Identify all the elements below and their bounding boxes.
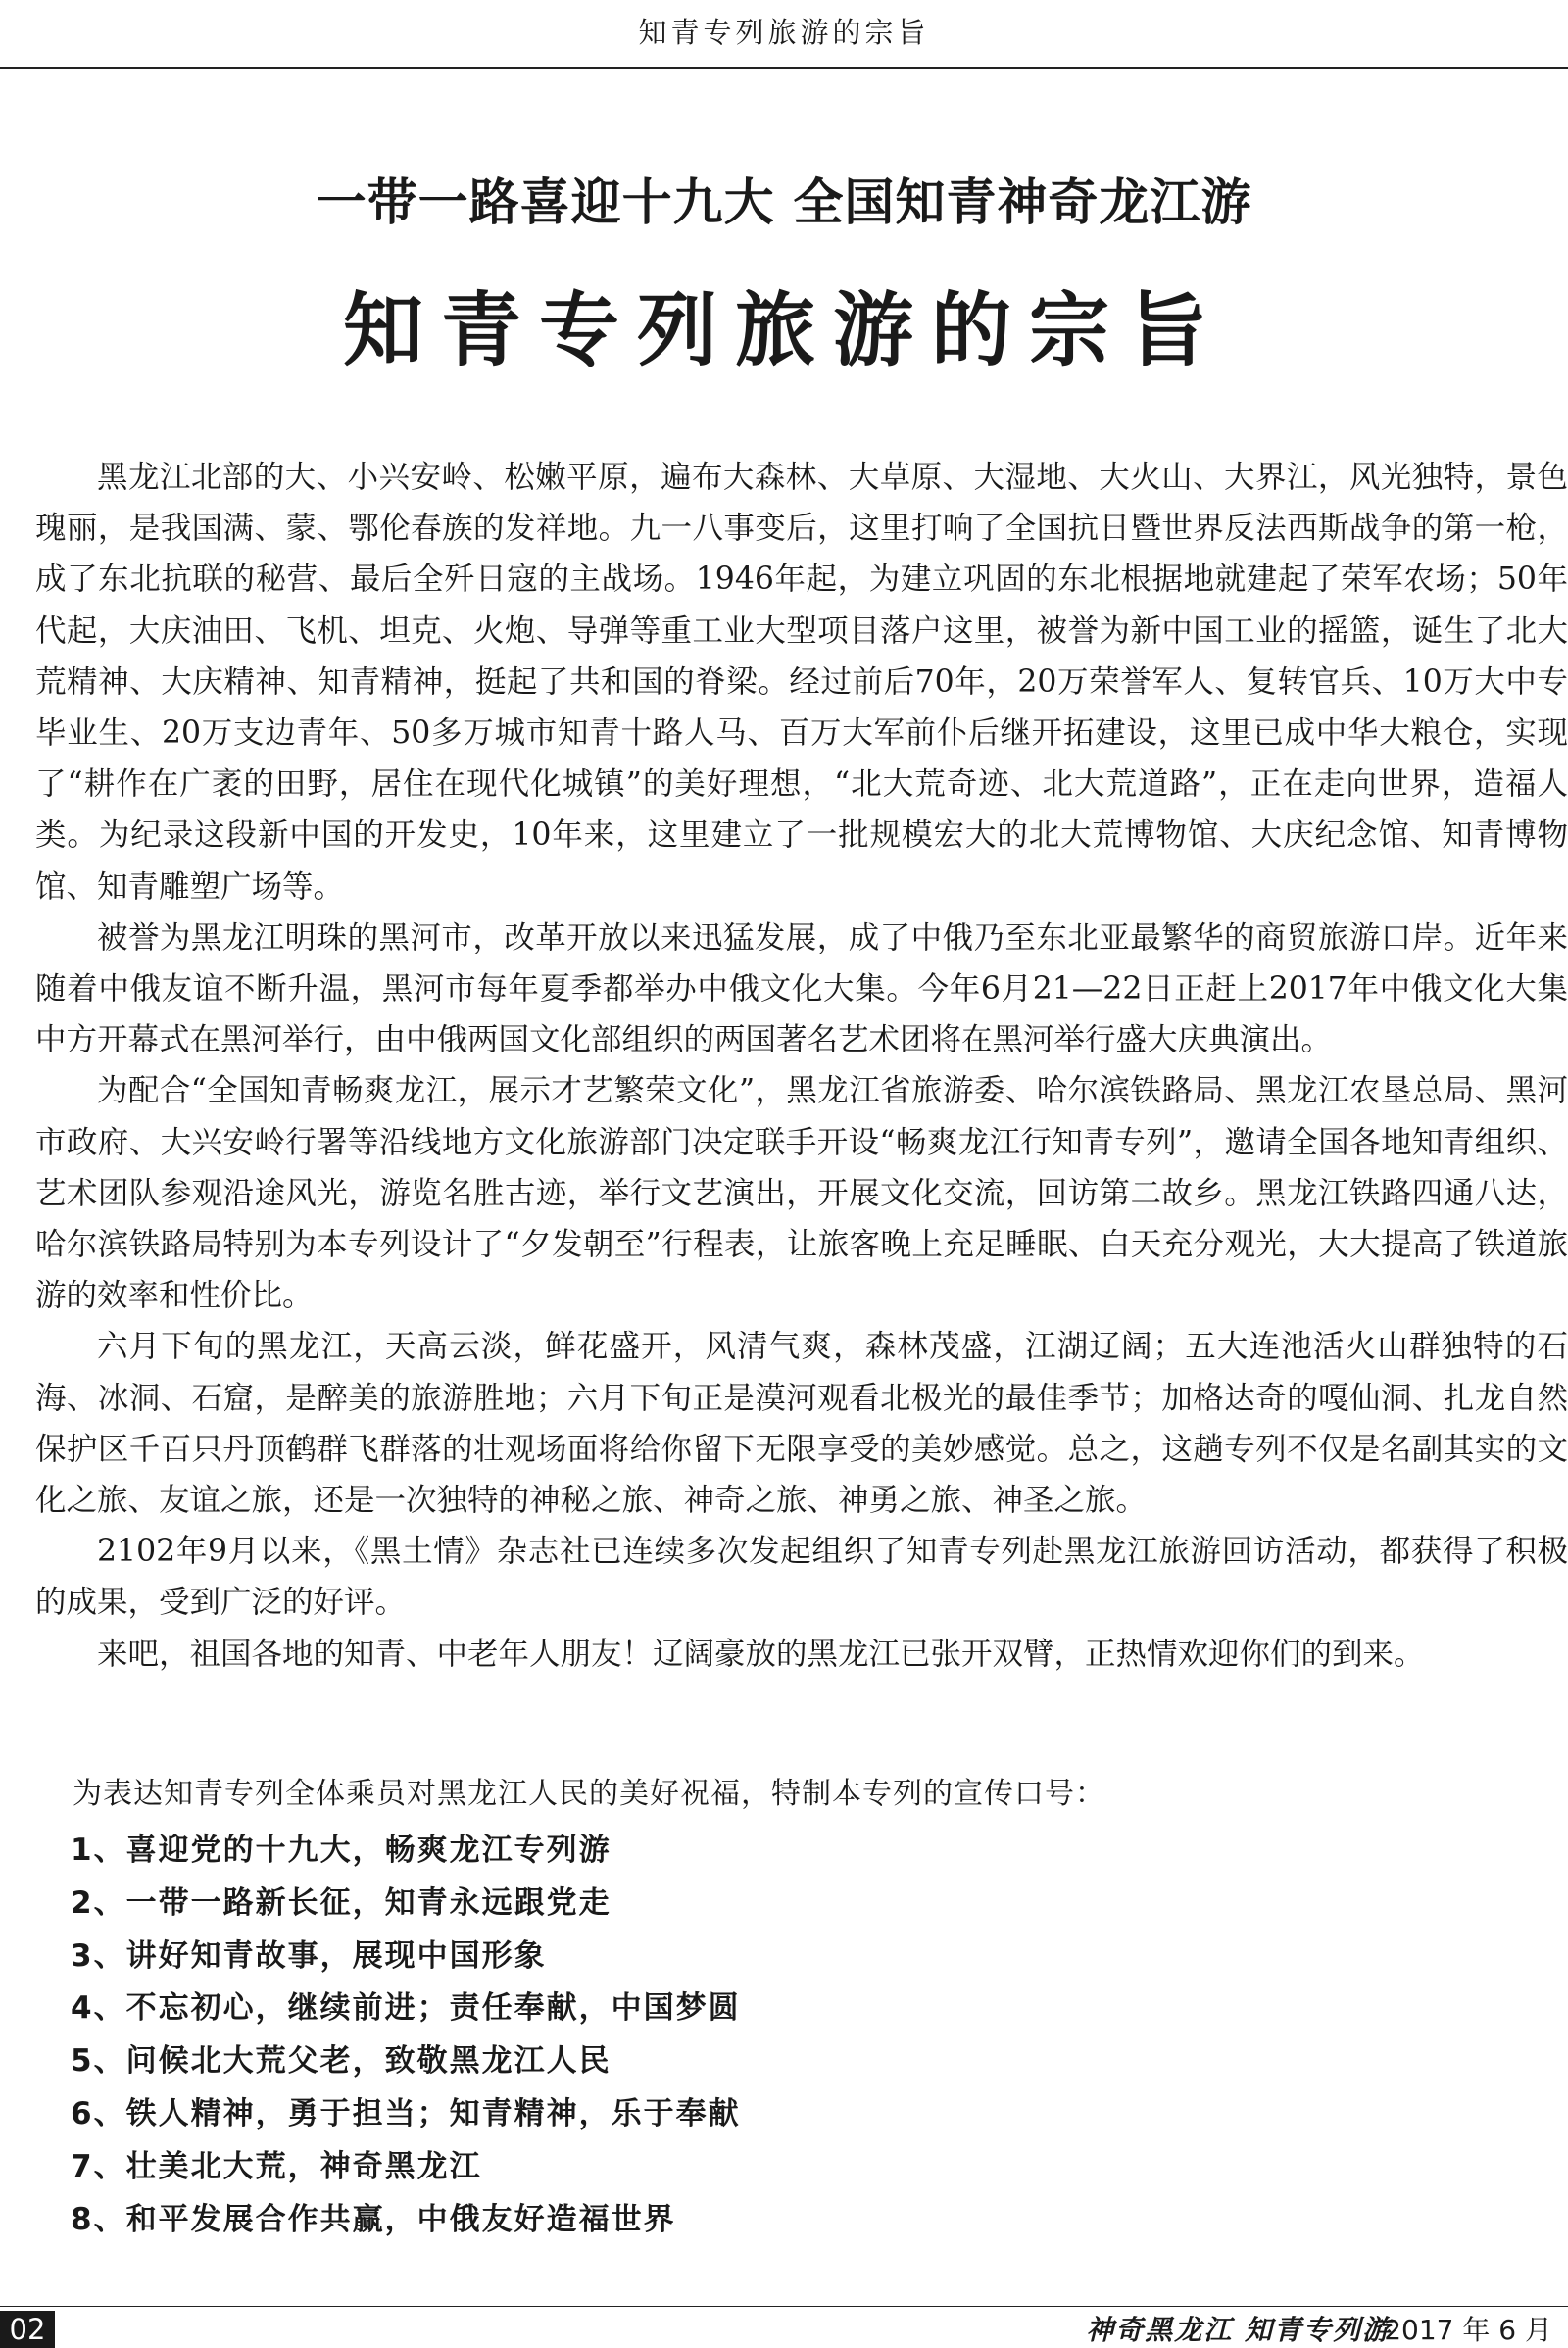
series-title: 一带一路喜迎十九大 全国知青神奇龙江游 — [316, 173, 1252, 232]
article-paragraph: 为配合“全国知青畅爽龙江，展示才艺繁荣文化”，黑龙江省旅游委、哈尔滨铁路局、黑龙江农垦总局、黑河市政府、大兴安岭行署等沿线地方文化旅游部门决定联手开设“畅爽龙江行知青专列”，邀请全国各地知青组织、艺术团队参观沿途风光，游览名胜古迹，举行文艺演出，开展文化交流，回访第二故乡。黑龙江铁路四通八达，哈尔滨铁路局特别为本专列设计了“夕发朝至”行程表，让旅客晚上充足睡眠、白天充分观光，大大提高了铁道旅游的效率和性价比。 — [35, 1073, 1568, 1314]
slogan-item: 8、和平发展合作共赢，中俄友好造福世界 — [71, 2201, 676, 2237]
article-paragraph: 2102年9月以来，《黑土情》杂志社已连续多次发起组织了知青专列赴黑龙江旅游回访活动，都获得了积极的成果，受到广泛的好评。 — [35, 1534, 1568, 1621]
page-number: 02 — [0, 2311, 55, 2348]
footer-divider — [0, 2306, 1568, 2307]
slogan-item: 1、喜迎党的十九大，畅爽龙江专列游 — [71, 1833, 612, 1868]
article-paragraph: 被誉为黑龙江明珠的黑河市，改革开放以来迅猛发展，成了中俄乃至东北亚最繁华的商贸旅游口岸。近年来随着中俄友谊不断升温，黑河市每年夏季都举办中俄文化大集。今年6月21—22日正赶上2017年中俄文化大集中方开幕式在黑河举行，由中俄两国文化部组织的两国著名艺术团将在黑河举行盛大庆典演出。 — [35, 919, 1568, 1058]
slogan-item: 3、讲好知青故事，展现中国形象 — [71, 1937, 547, 1974]
article-paragraph: 黑龙江北部的大、小兴安岭、松嫩平原，遍布大森林、大草原、大湿地、大火山、大界江，风光独特，景色瑰丽，是我国满、蒙、鄂伦春族的发祥地。九一八事变后，这里打响了全国抗日暨世界反法西斯战争的第一枪，成了东北抗联的秘营、最后全歼日寇的主战场。1946年起，为建立巩固的东北根据地就建起了荣军农场；50年代起，大庆油田、飞机、坦克、火炮、导弹等重工业大型项目落户这里，被誉为新中国工业的摇篮，诞生了北大荒精神、大庆精神、知青精神，挺起了共和国的脊梁。经过前后70年，20万荣誉军人、复转官兵、10万大中专毕业生、20万支边青年、50多万城市知青十路人马、百万大军前仆后继开拓建设，这里已成中华大粮仓，实现了“耕作在广袤的田野，居住在现代化城镇”的美好理想，“北大荒奇迹、北大荒道路”，正在走向世界，造福人类。为纪录这段新中国的开发史，10年来，这里建立了一批规模宏大的北大荒博物馆、大庆纪念馆、知青博物馆、知青雕塑广场等。 — [35, 460, 1568, 905]
slogan-item: 4、不忘初心，继续前进；责任奉献，中国梦圆 — [71, 1990, 741, 2027]
article-body — [35, 452, 1568, 1680]
slogan-item: 5、问候北大荒父老，致敬黑龙江人民 — [71, 2043, 612, 2079]
page-title: 知青专列旅游的宗旨 — [342, 283, 1225, 377]
header-divider — [0, 67, 1568, 69]
footer-date: 2017 年 6 月 — [1384, 2314, 1552, 2346]
footer-publication-title: 神奇黑龙江 知青专列游 — [1086, 2314, 1392, 2346]
running-head: 知青专列旅游的宗旨 — [638, 16, 930, 49]
article-paragraph: 来吧，祖国各地的知青、中老年人朋友！辽阔豪放的黑龙江已张开双臂，正热情欢迎你们的到来。 — [97, 1636, 1425, 1672]
slogan-intro: 为表达知青专列全体乘员对黑龙江人民的美好祝福，特制本专列的宣传口号： — [73, 1777, 1105, 1811]
article-paragraph: 六月下旬的黑龙江，天高云淡，鲜花盛开，风清气爽，森林茂盛，江湖辽阔；五大连池活火山群独特的石海、冰洞、石窟，是醉美的旅游胜地；六月下旬正是漠河观看北极光的最佳季节；加格达奇的嘎仙洞、扎龙自然保护区千百只丹顶鹤群飞群落的壮观场面将给你留下无限享受的美妙感觉。总之，这趟专列不仅是名副其实的文化之旅、友谊之旅，还是一次独特的神秘之旅、神奇之旅、神勇之旅、神圣之旅。 — [35, 1329, 1568, 1519]
slogan-item: 7、壮美北大荒，神奇黑龙江 — [71, 2148, 482, 2184]
slogan-item: 6、铁人精神，勇于担当；知青精神，乐于奉献 — [71, 2095, 741, 2131]
slogan-list — [71, 1825, 741, 2246]
slogan-item: 2、一带一路新长征，知青永远跟党走 — [71, 1884, 612, 1921]
